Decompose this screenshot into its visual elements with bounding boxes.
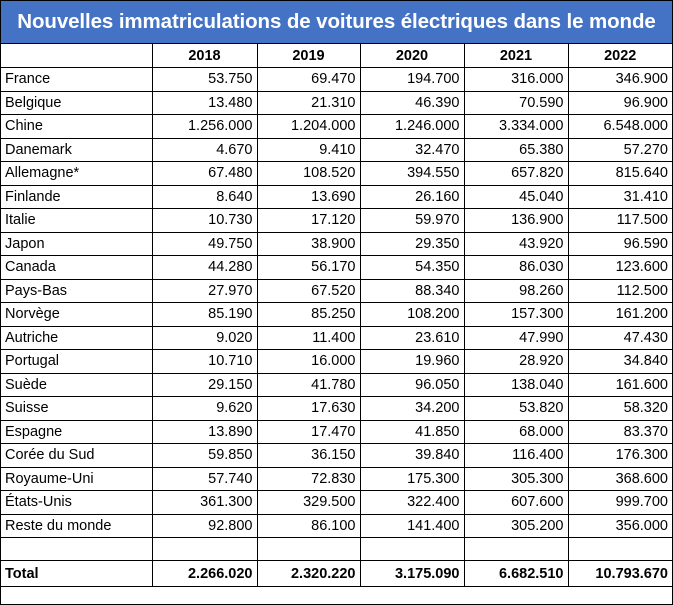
value-cell-2021[interactable]: 657.820: [464, 162, 568, 186]
total-cell-2020[interactable]: 3.175.090: [360, 561, 464, 587]
value-cell-2020[interactable]: 96.050: [360, 373, 464, 397]
value-cell-2020[interactable]: 26.160: [360, 185, 464, 209]
value-cell-2018[interactable]: 9.020: [152, 326, 257, 350]
header-row: [1, 44, 672, 68]
value-cell-2021[interactable]: 316.000: [464, 68, 568, 92]
value-cell-2020[interactable]: 41.850: [360, 420, 464, 444]
table-title[interactable]: Nouvelles immatriculations de voitures électriques dans le monde: [1, 1, 672, 44]
table-row: [1, 279, 672, 303]
value-cell-2022[interactable]: 47.430: [568, 326, 672, 350]
value-cell-2018[interactable]: 29.150: [152, 373, 257, 397]
table-body: [1, 68, 672, 538]
total-cell-2021[interactable]: 6.682.510: [464, 561, 568, 587]
total-cell-2022[interactable]: 10.793.670: [568, 561, 672, 587]
value-cell-2020[interactable]: 23.610: [360, 326, 464, 350]
header-cell-label[interactable]: [1, 44, 152, 68]
value-cell-2018[interactable]: 8.640: [152, 185, 257, 209]
value-cell-2018[interactable]: 13.890: [152, 420, 257, 444]
country-cell[interactable]: Suède: [1, 373, 152, 397]
value-cell-2020[interactable]: 108.200: [360, 303, 464, 327]
total-row: [1, 561, 672, 587]
value-cell-2022[interactable]: 123.600: [568, 256, 672, 280]
value-cell-2019[interactable]: 16.000: [257, 350, 360, 374]
country-cell[interactable]: Portugal: [1, 350, 152, 374]
value-cell-2021[interactable]: 138.040: [464, 373, 568, 397]
value-cell-2019[interactable]: 17.630: [257, 397, 360, 421]
value-cell-2020[interactable]: 175.300: [360, 467, 464, 491]
value-cell-2018[interactable]: 92.800: [152, 514, 257, 538]
value-cell-2022[interactable]: 161.600: [568, 373, 672, 397]
value-cell-2021[interactable]: 28.920: [464, 350, 568, 374]
value-cell-2021[interactable]: 45.040: [464, 185, 568, 209]
value-cell-2020[interactable]: 141.400: [360, 514, 464, 538]
table-row: [1, 91, 672, 115]
value-cell-2019[interactable]: 13.690: [257, 185, 360, 209]
value-cell-2021[interactable]: 3.334.000: [464, 115, 568, 139]
header-cell-2021[interactable]: 2021: [464, 44, 568, 68]
blank-cell[interactable]: [568, 538, 672, 561]
value-cell-2022[interactable]: 999.700: [568, 491, 672, 515]
country-cell[interactable]: Espagne: [1, 420, 152, 444]
value-cell-2020[interactable]: 88.340: [360, 279, 464, 303]
value-cell-2019[interactable]: 85.250: [257, 303, 360, 327]
value-cell-2020[interactable]: 29.350: [360, 232, 464, 256]
value-cell-2018[interactable]: 49.750: [152, 232, 257, 256]
value-cell-2022[interactable]: 58.320: [568, 397, 672, 421]
country-cell[interactable]: Suisse: [1, 397, 152, 421]
blank-cell[interactable]: [257, 538, 360, 561]
value-cell-2022[interactable]: 6.548.000: [568, 115, 672, 139]
value-cell-2021[interactable]: 47.990: [464, 326, 568, 350]
table-row: [1, 491, 672, 515]
value-cell-2021[interactable]: 43.920: [464, 232, 568, 256]
value-cell-2018[interactable]: 44.280: [152, 256, 257, 280]
total-cell-2018[interactable]: 2.266.020: [152, 561, 257, 587]
value-cell-2021[interactable]: 116.400: [464, 444, 568, 468]
table-row: [1, 467, 672, 491]
country-cell[interactable]: Belgique: [1, 91, 152, 115]
value-cell-2021[interactable]: 305.200: [464, 514, 568, 538]
value-cell-2018[interactable]: 53.750: [152, 68, 257, 92]
value-cell-2022[interactable]: 34.840: [568, 350, 672, 374]
country-cell[interactable]: Italie: [1, 209, 152, 233]
value-cell-2019[interactable]: 41.780: [257, 373, 360, 397]
table-row: [1, 209, 672, 233]
table-row: [1, 397, 672, 421]
value-cell-2019[interactable]: 329.500: [257, 491, 360, 515]
blank-row: [1, 538, 672, 561]
header-cell-2018[interactable]: 2018: [152, 44, 257, 68]
value-cell-2022[interactable]: 96.900: [568, 91, 672, 115]
value-cell-2018[interactable]: 9.620: [152, 397, 257, 421]
value-cell-2021[interactable]: 305.300: [464, 467, 568, 491]
value-cell-2020[interactable]: 34.200: [360, 397, 464, 421]
header-cell-2019[interactable]: 2019: [257, 44, 360, 68]
country-cell[interactable]: Finlande: [1, 185, 152, 209]
value-cell-2022[interactable]: 368.600: [568, 467, 672, 491]
value-cell-2020[interactable]: 394.550: [360, 162, 464, 186]
country-cell[interactable]: France: [1, 68, 152, 92]
value-cell-2018[interactable]: 361.300: [152, 491, 257, 515]
value-cell-2019[interactable]: 17.470: [257, 420, 360, 444]
data-table: [1, 44, 672, 587]
table-row: [1, 420, 672, 444]
value-cell-2019[interactable]: 17.120: [257, 209, 360, 233]
value-cell-2022[interactable]: 31.410: [568, 185, 672, 209]
value-cell-2019[interactable]: 108.520: [257, 162, 360, 186]
table-row: [1, 444, 672, 468]
value-cell-2018[interactable]: 27.970: [152, 279, 257, 303]
country-cell[interactable]: Allemagne*: [1, 162, 152, 186]
value-cell-2020[interactable]: 322.400: [360, 491, 464, 515]
value-cell-2019[interactable]: 36.150: [257, 444, 360, 468]
value-cell-2019[interactable]: 69.470: [257, 68, 360, 92]
value-cell-2021[interactable]: 70.590: [464, 91, 568, 115]
country-cell[interactable]: Chine: [1, 115, 152, 139]
value-cell-2018[interactable]: 67.480: [152, 162, 257, 186]
value-cell-2022[interactable]: 57.270: [568, 138, 672, 162]
country-cell[interactable]: Japon: [1, 232, 152, 256]
blank-cell[interactable]: [360, 538, 464, 561]
country-cell[interactable]: Danemark: [1, 138, 152, 162]
value-cell-2019[interactable]: 67.520: [257, 279, 360, 303]
table-row: [1, 373, 672, 397]
table-row: [1, 514, 672, 538]
value-cell-2020[interactable]: 54.350: [360, 256, 464, 280]
value-cell-2022[interactable]: 112.500: [568, 279, 672, 303]
table-row: [1, 350, 672, 374]
blank-cell[interactable]: [1, 538, 152, 561]
value-cell-2018[interactable]: 13.480: [152, 91, 257, 115]
value-cell-2019[interactable]: 21.310: [257, 91, 360, 115]
value-cell-2021[interactable]: 98.260: [464, 279, 568, 303]
table-row: [1, 326, 672, 350]
value-cell-2021[interactable]: 86.030: [464, 256, 568, 280]
value-cell-2019[interactable]: 11.400: [257, 326, 360, 350]
country-cell[interactable]: Corée du Sud: [1, 444, 152, 468]
value-cell-2018[interactable]: 10.730: [152, 209, 257, 233]
value-cell-2018[interactable]: 57.740: [152, 467, 257, 491]
table-row: [1, 162, 672, 186]
value-cell-2018[interactable]: 4.670: [152, 138, 257, 162]
country-cell[interactable]: Autriche: [1, 326, 152, 350]
blank-cell[interactable]: [464, 538, 568, 561]
value-cell-2021[interactable]: 157.300: [464, 303, 568, 327]
total-label[interactable]: Total: [1, 561, 152, 587]
value-cell-2018[interactable]: 1.256.000: [152, 115, 257, 139]
value-cell-2022[interactable]: 176.300: [568, 444, 672, 468]
value-cell-2019[interactable]: 72.830: [257, 467, 360, 491]
country-cell[interactable]: États-Unis: [1, 491, 152, 515]
table-row: [1, 256, 672, 280]
header-cell-2020[interactable]: 2020: [360, 44, 464, 68]
value-cell-2020[interactable]: 32.470: [360, 138, 464, 162]
table-row: [1, 115, 672, 139]
value-cell-2022[interactable]: 96.590: [568, 232, 672, 256]
value-cell-2019[interactable]: 86.100: [257, 514, 360, 538]
table-row: [1, 232, 672, 256]
value-cell-2022[interactable]: 117.500: [568, 209, 672, 233]
value-cell-2020[interactable]: 194.700: [360, 68, 464, 92]
value-cell-2021[interactable]: 53.820: [464, 397, 568, 421]
value-cell-2019[interactable]: 9.410: [257, 138, 360, 162]
value-cell-2022[interactable]: 356.000: [568, 514, 672, 538]
blank-cell[interactable]: [152, 538, 257, 561]
table-row: [1, 303, 672, 327]
value-cell-2019[interactable]: 56.170: [257, 256, 360, 280]
value-cell-2021[interactable]: 136.900: [464, 209, 568, 233]
table-row: [1, 185, 672, 209]
country-cell[interactable]: Canada: [1, 256, 152, 280]
country-cell[interactable]: Pays-Bas: [1, 279, 152, 303]
value-cell-2022[interactable]: 815.640: [568, 162, 672, 186]
value-cell-2018[interactable]: 10.710: [152, 350, 257, 374]
value-cell-2021[interactable]: 607.600: [464, 491, 568, 515]
header-cell-2022[interactable]: 2022: [568, 44, 672, 68]
value-cell-2022[interactable]: 346.900: [568, 68, 672, 92]
value-cell-2021[interactable]: 68.000: [464, 420, 568, 444]
total-cell-2019[interactable]: 2.320.220: [257, 561, 360, 587]
table-row: [1, 138, 672, 162]
country-cell[interactable]: Royaume-Uni: [1, 467, 152, 491]
value-cell-2020[interactable]: 1.246.000: [360, 115, 464, 139]
value-cell-2022[interactable]: 161.200: [568, 303, 672, 327]
value-cell-2018[interactable]: 59.850: [152, 444, 257, 468]
value-cell-2020[interactable]: 59.970: [360, 209, 464, 233]
country-cell[interactable]: Norvège: [1, 303, 152, 327]
value-cell-2019[interactable]: 38.900: [257, 232, 360, 256]
value-cell-2019[interactable]: 1.204.000: [257, 115, 360, 139]
country-cell[interactable]: Reste du monde: [1, 514, 152, 538]
table-row: [1, 68, 672, 92]
value-cell-2020[interactable]: 19.960: [360, 350, 464, 374]
value-cell-2021[interactable]: 65.380: [464, 138, 568, 162]
value-cell-2018[interactable]: 85.190: [152, 303, 257, 327]
value-cell-2022[interactable]: 83.370: [568, 420, 672, 444]
value-cell-2020[interactable]: 39.840: [360, 444, 464, 468]
value-cell-2020[interactable]: 46.390: [360, 91, 464, 115]
